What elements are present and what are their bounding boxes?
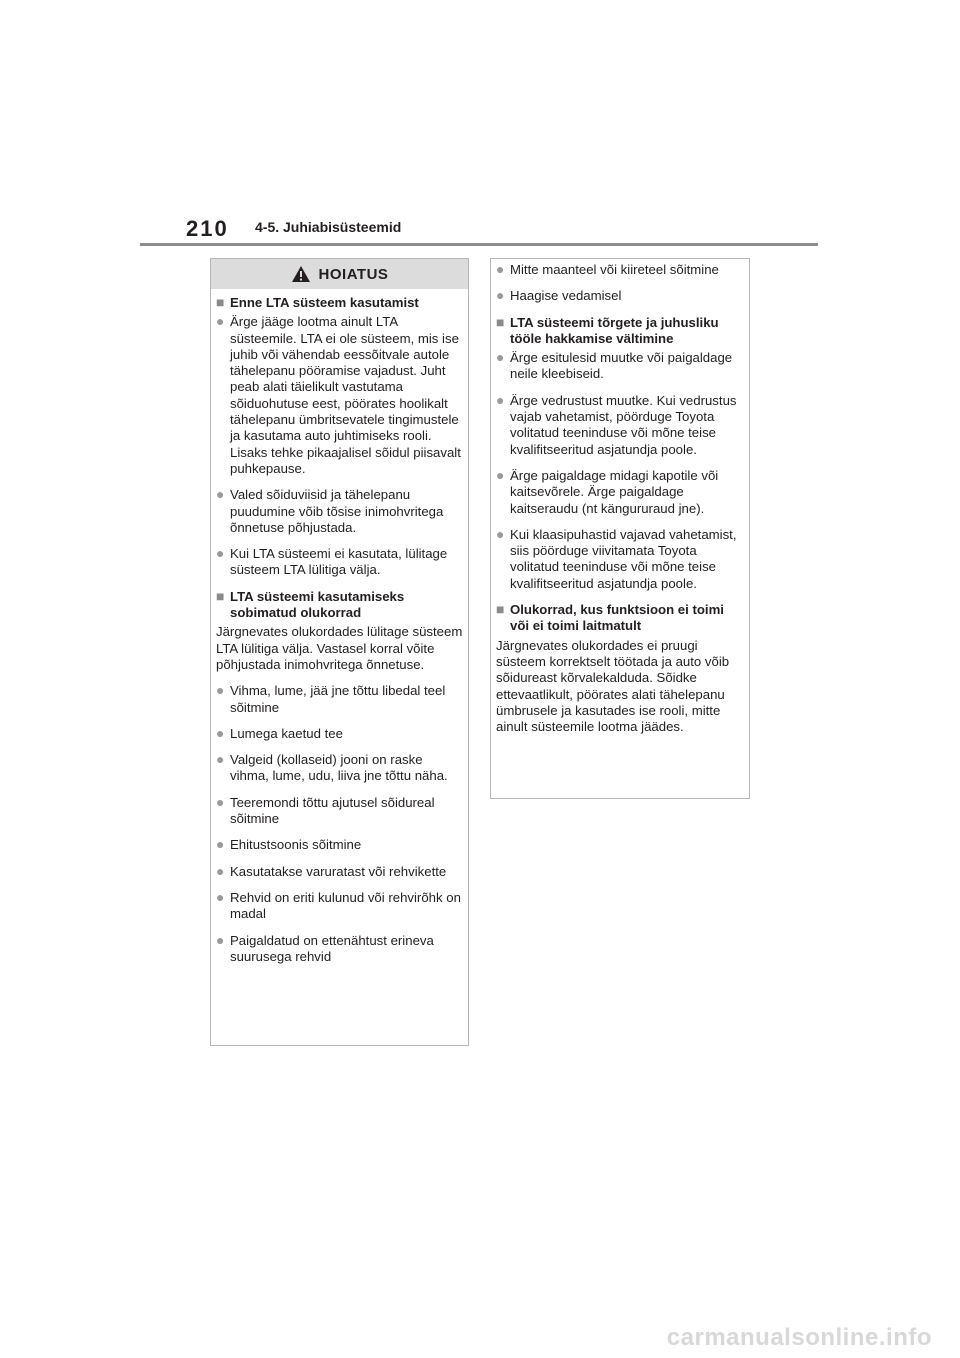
warning-triangle-icon [291,265,311,283]
item-text: Kui LTA süsteemi ei kasutata, lülitage süsteem LTA lülitiga välja. [230,546,448,578]
right-column-content [491,259,749,735]
round-bullet-icon: ● [216,793,225,810]
paragraph: Järgnevates olukordades lülitage süsteem LTA lülitiga välja. Vastasel korral võite põhjustada inimohvritega õnnetuse. [216,624,463,672]
round-bullet-icon: ● [216,313,225,330]
round-bullet-icon: ● [496,525,505,542]
round-bullet-icon: ● [496,261,505,277]
item-text: Haagise vedamisel [510,288,622,304]
warning-header [211,259,468,289]
item-text: Vihma, lume, jää jne tõttu libedal teel sõitmine [230,683,446,715]
bullet-item [216,890,463,923]
subheading [216,295,463,311]
square-bullet-icon: ■ [216,587,225,604]
item-text: LTA süsteemi kasutamiseks sobimatud olukorrad [230,588,405,621]
bullet-item [216,752,463,785]
bullet-item [496,350,744,383]
round-bullet-icon: ● [496,466,505,483]
subheading [216,589,463,622]
bullet-item [216,837,463,853]
bullet-item [496,288,744,304]
round-bullet-icon: ● [496,391,505,408]
left-column-content [211,295,468,965]
subheading [496,602,744,635]
bullet-item [496,527,744,592]
bullet-item [216,864,463,880]
round-bullet-icon: ● [216,888,225,905]
bullet-item [216,726,463,742]
round-bullet-icon: ● [216,682,225,699]
warning-box [210,258,469,1046]
round-bullet-icon: ● [496,349,505,366]
bullet-item [216,795,463,828]
item-text: Valgeid (kollaseid) jooni on raske vihma, lume, udu, liiva jne tõttu näha. [230,752,448,784]
item-text: Ärge paigaldage midagi kapotile või kaitsevõrele. Ärge paigaldage kaitseraudu (nt kängururaud jne). [510,467,719,516]
round-bullet-icon: ● [216,862,225,879]
square-bullet-icon: ■ [496,601,505,618]
item-text: Ärge vedrustust muutke. Kui vedrustus vajab vahetamist, pöörduge Toyota volitatud teeninduse või mõne teise kvalifitseeritud asjatundja poole. [510,392,737,457]
bullet-item [496,468,744,517]
square-bullet-icon: ■ [496,313,505,330]
page-number: 210 [186,216,229,241]
round-bullet-icon: ● [216,836,225,853]
item-text: Kui klaasipuhastid vajavad vahetamist, siis pöörduge viivitamata Toyota volitatud teeninduse või mõne teise kvalifitseeritud asjatundja poole. [510,526,737,591]
round-bullet-icon: ● [216,751,225,768]
item-text: Kasutatakse varuratast või rehvikette [230,863,447,879]
bullet-item [216,933,463,966]
item-text: Paigaldatud on ettenähtust erineva suurusega rehvid [230,932,434,964]
round-bullet-icon: ● [496,287,505,304]
bullet-item [496,393,744,458]
item-text: Lumega kaetud tee [230,725,343,741]
item-text: Enne LTA süsteem kasutamist [230,295,419,310]
item-text: Teeremondi tõttu ajutusel sõidureal sõitmine [230,794,435,827]
item-text: Valed sõiduviisid ja tähelepanu puudumine võib tõsise inimohvritega õnnetuse põhjustada. [230,487,444,535]
round-bullet-icon: ● [216,486,225,503]
page-header [0,0,960,250]
warning-title: HOIATUS [318,265,389,283]
item-text: Olukorrad, kus funktsioon ei toimi või ei toimi laitmatult [510,602,724,634]
bullet-item [216,683,463,716]
subheading [496,315,744,348]
square-bullet-icon: ■ [216,294,225,310]
warning-box-continued [490,258,750,799]
item-text: LTA süsteemi tõrgete ja juhusliku tööle hakkamise vältimine [510,314,719,346]
bullet-item [216,546,463,579]
bullet-item [496,262,744,278]
section-title: 4-5. Juhiabisüsteemid [255,219,402,235]
page-footer [0,1326,960,1358]
item-text: Mitte maanteel või kiireteel sõitmine [510,262,719,277]
bullet-item [216,487,463,536]
round-bullet-icon: ● [216,931,225,948]
paragraph: Järgnevates olukordades ei pruugi süsteem korrektselt töötada ja auto võib sõidureast kõrvalekalduda. Sõidke ettevaatlikult, pöörates alati tähelepanu ümbrusele ja kasutades ise rooli, mitte ainult süsteemile lootma jäädes. [496,637,730,735]
item-text: Ärge jääge lootma ainult LTA süsteemile. LTA ei ole süsteem, mis ise juhib või vähendab eessõitvale autole tähelepanu pööramise vajadust. Juht peab alati täielikult vastutama sõiduohutuse eest, pöörates hoolikalt tähelepanu ümbritsevatele tingimustele ja kasutama auto juhtimiseks rooli. Lisaks tehke pikaajalisel sõidul piisavalt puhkepause. [230,314,461,476]
round-bullet-icon: ● [216,545,225,562]
item-text: Ärge esitulesid muutke või paigaldage neile kleebiseid. [510,350,733,382]
round-bullet-icon: ● [216,724,225,741]
watermark: carmanualsonline.info [666,1324,932,1351]
header-rule [140,243,818,246]
item-text: Ehitustsoonis sõitmine [230,837,362,853]
item-text: Rehvid on eriti kulunud või rehvirõhk on madal [230,889,461,922]
bullet-item [216,314,463,477]
